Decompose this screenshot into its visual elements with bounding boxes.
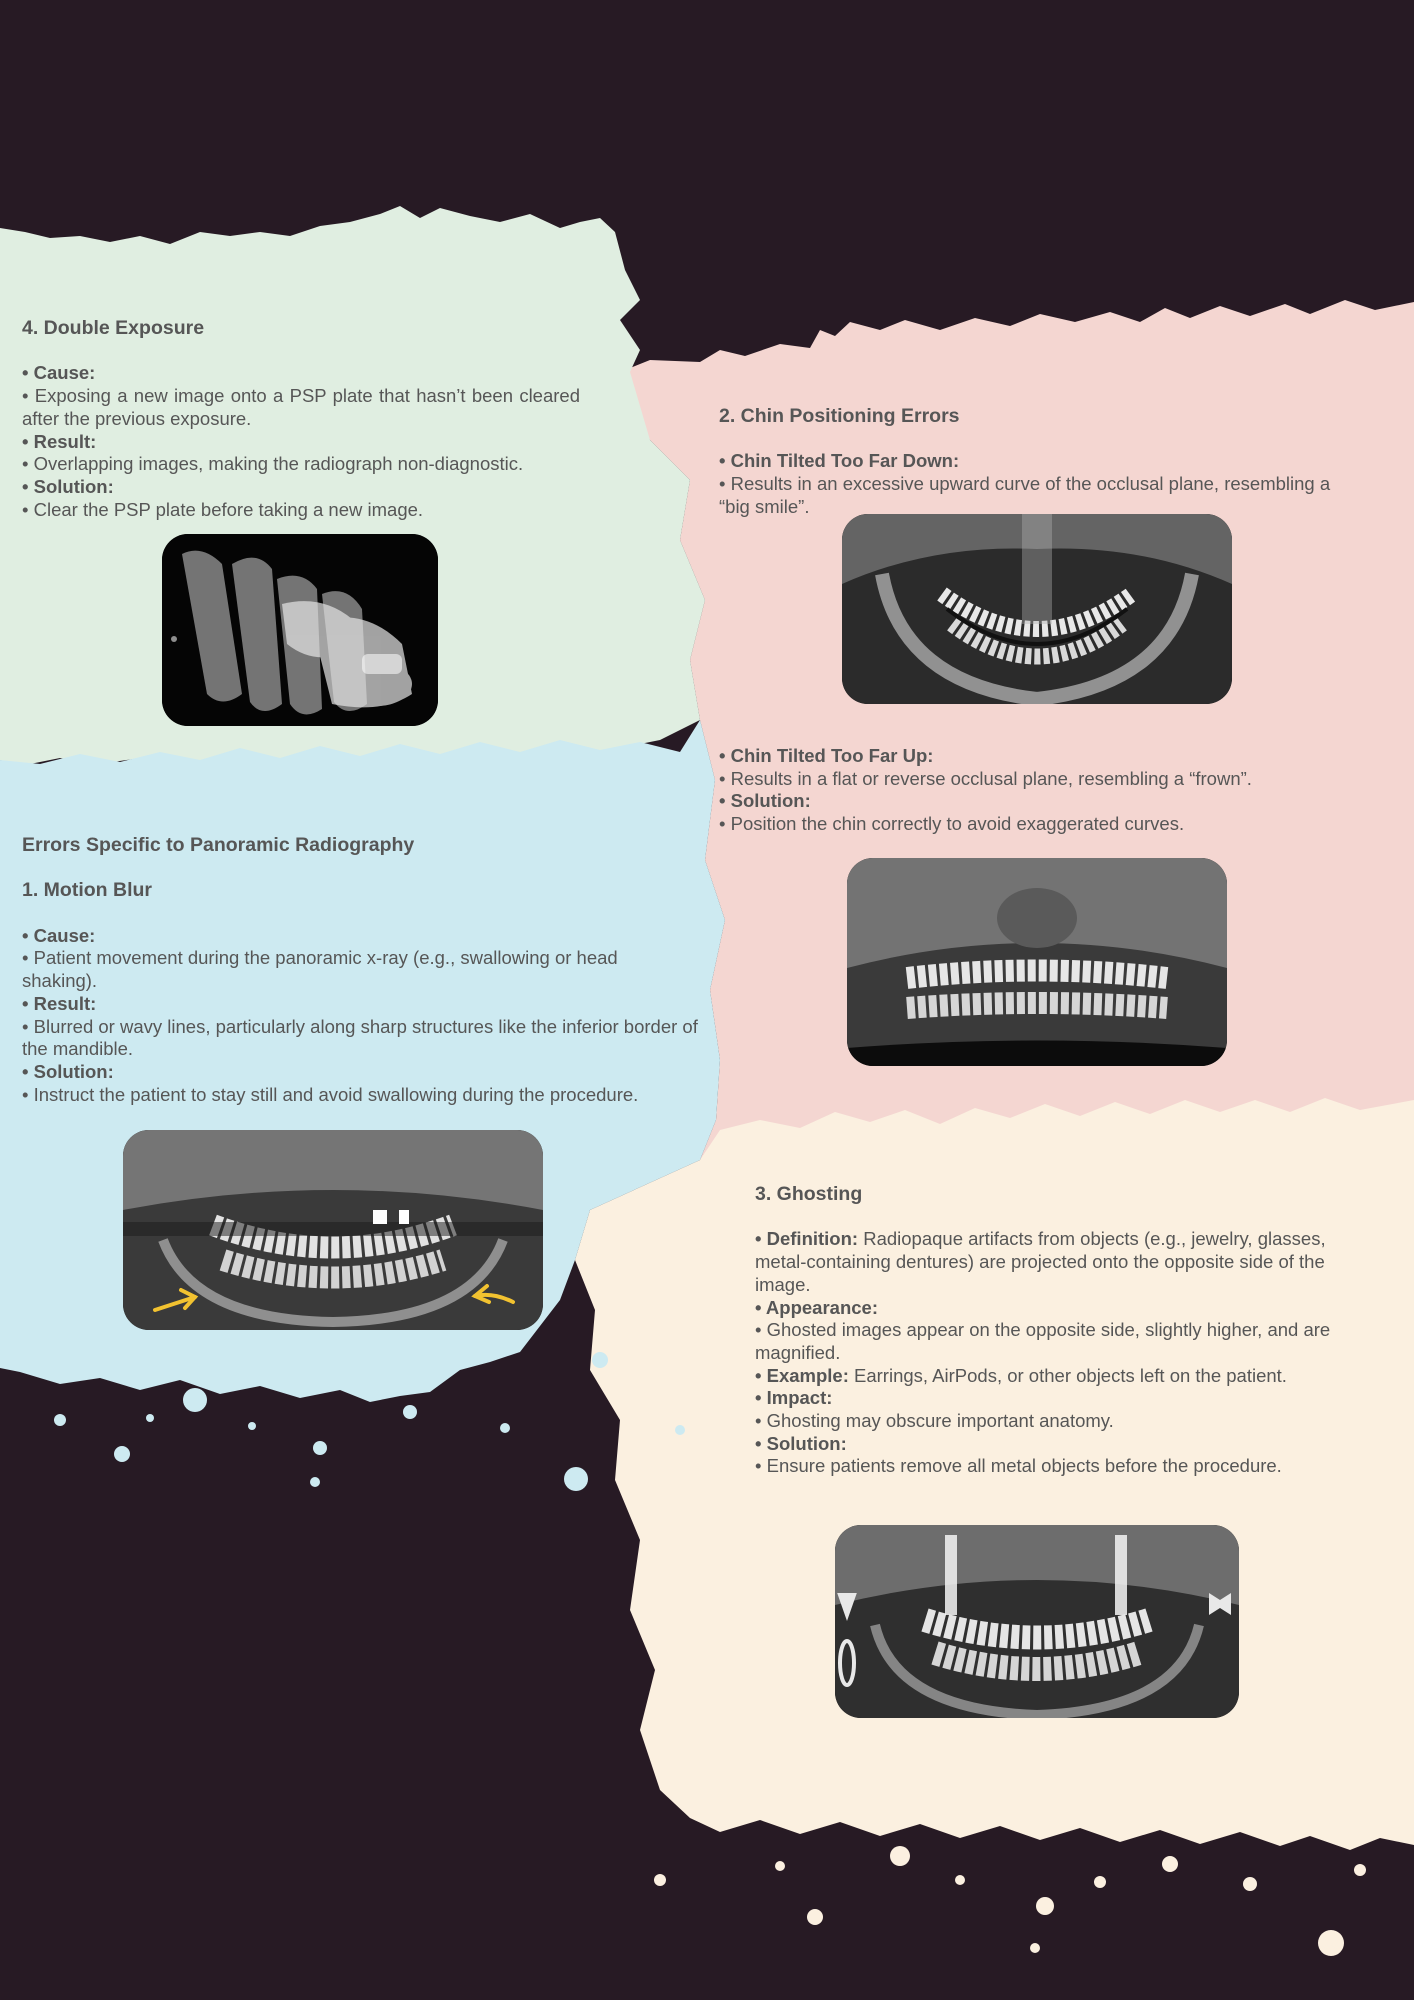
chin-positioning-title: 2. Chin Positioning Errors	[719, 405, 960, 427]
chin-down-text: • Results in an excessive upward curve of the occlusal plane, resembling a “big smile”.	[719, 473, 1331, 517]
motion-cause-text: • Patient movement during the panoramic x-ray (e.g., swallowing or head shaking).	[22, 947, 618, 992]
chin-up-section	[719, 745, 1379, 836]
motion-cause-label: • Cause:	[22, 924, 96, 946]
double-exposure-section	[22, 317, 580, 521]
ghosting-title: 3. Ghosting	[755, 1183, 863, 1205]
appearance-label: • Appearance:	[755, 1296, 878, 1318]
solution-text: • Clear the PSP plate before taking a new image.	[22, 498, 424, 520]
example-text: Earrings, AirPods, or other objects left on the patient.	[854, 1364, 1287, 1386]
double-exposure-title: 4. Double Exposure	[22, 317, 205, 339]
motion-blur-section	[22, 834, 712, 1106]
chin-down-xray-image	[842, 514, 1232, 704]
motion-result-label: • Result:	[22, 992, 97, 1014]
motion-blur-panoramic-xray-icon	[123, 1130, 543, 1330]
chin-up-xray-image	[847, 858, 1227, 1066]
motion-blur-xray-image	[123, 1130, 543, 1330]
impact-text: • Ghosting may obscure important anatomy.	[755, 1410, 1114, 1432]
chin-up-label: • Chin Tilted Too Far Up:	[719, 745, 934, 766]
definition-row	[755, 1228, 1355, 1296]
ghosting-solution-text: • Ensure patients remove all metal objects before the procedure.	[755, 1455, 1282, 1477]
definition-label: • Definition:	[755, 1228, 859, 1250]
result-label: • Result:	[22, 430, 97, 452]
impact-label: • Impact:	[755, 1387, 833, 1409]
ghosting-section	[755, 1183, 1355, 1478]
double-exposure-xray-icon	[162, 534, 438, 726]
motion-blur-title: 1. Motion Blur	[22, 879, 152, 902]
appearance-text: • Ghosted images appear on the opposite side, slightly higher, and are magnified.	[755, 1319, 1331, 1363]
result-text: • Overlapping images, making the radiograph non-diagnostic.	[22, 453, 524, 475]
chin-down-panoramic-xray-icon	[842, 514, 1232, 704]
example-row	[755, 1365, 1355, 1388]
motion-solution-text: • Instruct the patient to stay still and avoid swallowing during the procedure.	[22, 1083, 639, 1105]
cause-label: • Cause:	[22, 362, 96, 384]
definition-text: Radiopaque artifacts from objects (e.g., jewelry, glasses, metal-containing dentures) are projected onto the opposite side of the image.	[755, 1228, 1326, 1295]
ghosting-panoramic-xray-icon	[835, 1525, 1239, 1718]
chin-solution-text: • Position the chin correctly to avoid exaggerated curves.	[719, 813, 1185, 835]
double-exposure-xray-image	[162, 534, 438, 726]
panoramic-section-title: Errors Specific to Panoramic Radiography	[22, 834, 415, 856]
cause-text: • Exposing a new image onto a PSP plate that hasn’t been cleared after the previous exposure.	[22, 385, 580, 429]
chin-solution-label: • Solution:	[719, 790, 811, 812]
example-label: • Example:	[755, 1364, 849, 1386]
chin-up-text: • Results in a flat or reverse occlusal plane, resembling a “frown”.	[719, 767, 1252, 789]
ghosting-solution-label: • Solution:	[755, 1432, 847, 1454]
chin-positioning-section	[719, 405, 1359, 519]
motion-result-text: • Blurred or wavy lines, particularly along sharp structures like the inferior border of the mandible.	[22, 1015, 698, 1060]
ghosting-xray-image	[835, 1525, 1239, 1718]
motion-solution-label: • Solution:	[22, 1061, 114, 1082]
solution-label: • Solution:	[22, 475, 114, 497]
cream-splatter	[654, 1846, 1366, 1956]
chin-down-label: • Chin Tilted Too Far Down:	[719, 450, 960, 472]
chin-up-panoramic-xray-icon	[847, 858, 1227, 1066]
